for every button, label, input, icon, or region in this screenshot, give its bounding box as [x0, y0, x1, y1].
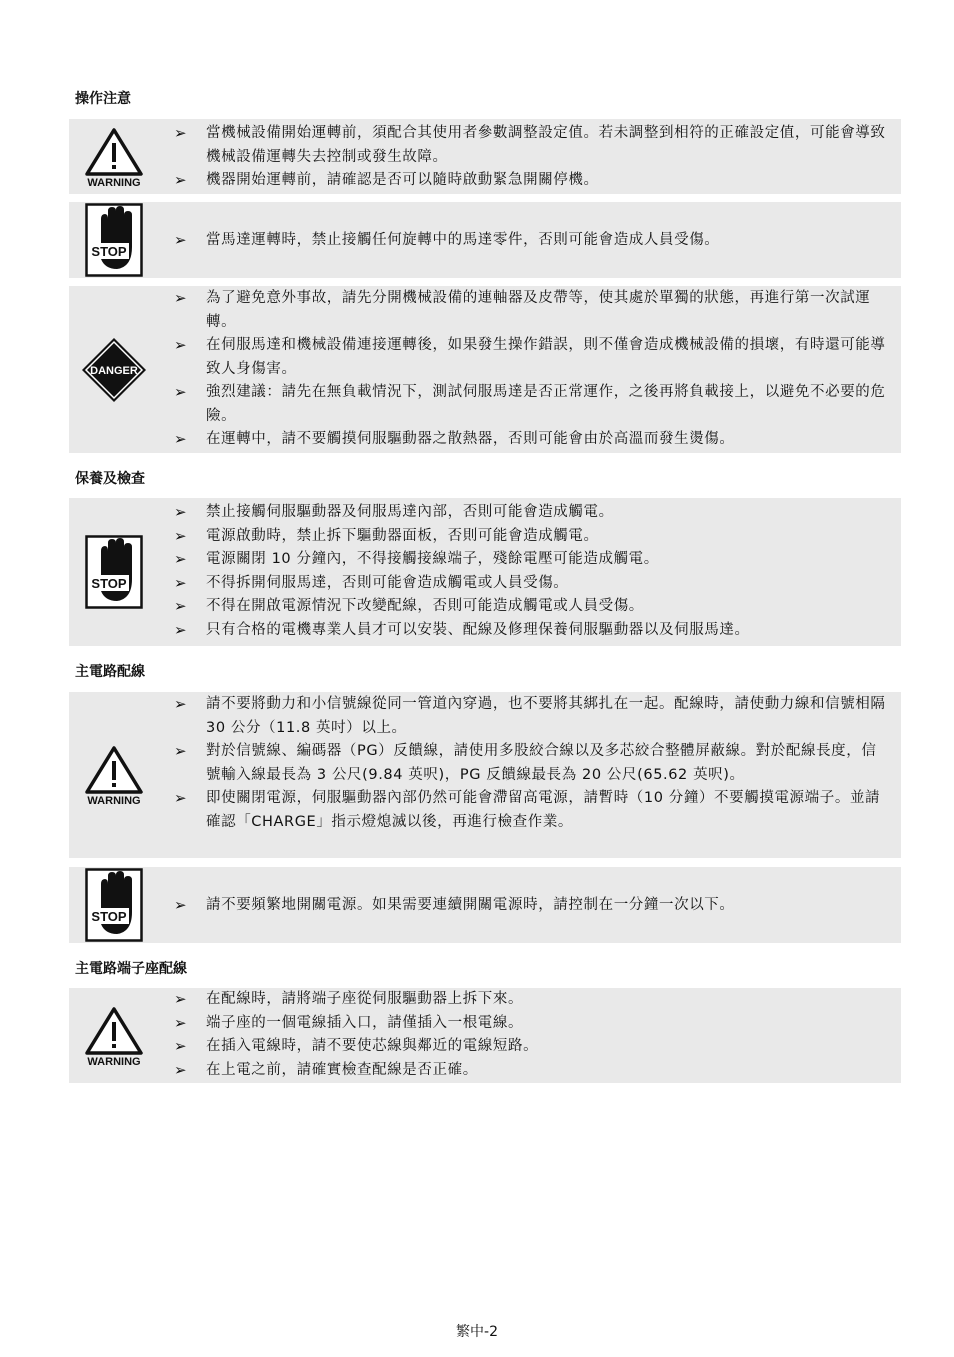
bullet-arrow-icon: ➢	[174, 896, 188, 914]
bullet-arrow-icon: ➢	[174, 336, 188, 354]
list-item: ➢ 只有合格的電機專業人員才可以安裝、配線及修理保養伺服驅動器以及伺服馬達。	[174, 619, 887, 643]
warning-icon-label: WARNING	[87, 176, 141, 188]
bullet-arrow-icon: ➢	[174, 289, 188, 307]
stop-icon-label: STOP	[91, 576, 127, 591]
bullet-arrow-icon: ➢	[174, 1013, 188, 1032]
stop-box	[69, 202, 901, 278]
list-item: ➢ 對於信號線、編碼器（PG）反饋線，請使用多股絞合線以及多芯絞合整體屏蔽線。對於配線長度，信號輸入線最長為 3 公尺(9.84 英呎)，PG 反饋線最長為 20 公尺(65.62 英呎)。	[174, 742, 877, 783]
list-item: ➢ 電源關閉 10 分鐘內，不得接觸接線端子，殘餘電壓可能造成觸電。	[174, 548, 887, 572]
list-item: ➢ 在配線時，請將端子座從伺服驅動器上拆下來。	[174, 988, 887, 1012]
danger-box	[69, 286, 901, 453]
bullet-arrow-icon: ➢	[174, 171, 188, 189]
bullet-arrow-icon: ➢	[174, 695, 188, 713]
warning-icon-label: WARNING	[87, 795, 141, 806]
bullet-arrow-icon: ➢	[174, 231, 188, 249]
list-item: ➢ 為了避免意外事故，請先分開機械設備的連軸器及皮帶等，使其處於單獨的狀態，再進行第一次試運轉。	[174, 289, 871, 330]
list-item: ➢ 強烈建議：請先在無負載情況下，測試伺服馬達是否正常運作，之後再將負載接上，以避免不必要的危險。	[174, 383, 886, 424]
bullet-arrow-icon: ➢	[174, 990, 188, 1008]
danger-icon	[80, 286, 148, 453]
list-item: ➢ 電源啟動時，禁止拆下驅動器面板，否則可能會造成觸電。	[174, 525, 887, 549]
list-item: ➢ 端子座的一個電線插入口，請僅插入一根電線。	[174, 1012, 887, 1036]
stop-hand-icon	[80, 867, 148, 943]
bullet-arrow-icon: ➢	[174, 503, 188, 521]
bullet-arrow-icon: ➢	[174, 1037, 188, 1055]
bullet-arrow-icon: ➢	[174, 550, 188, 568]
bullet-arrow-icon: ➢	[174, 430, 188, 448]
bullet-arrow-icon: ➢	[174, 789, 188, 807]
list-item: ➢ 不得拆開伺服馬達，否則可能會造成觸電或人員受傷。	[174, 572, 887, 596]
section-heading: 主電路端子座配線	[75, 961, 187, 977]
warning-icon	[80, 988, 148, 1083]
stop-box	[69, 498, 901, 646]
list-item: ➢ 請不要頻繁地開關電源。如果需要連續開關電源時，請控制在一分鐘一次以下。	[174, 894, 887, 918]
stop-box	[69, 867, 901, 943]
list-item: ➢ 不得在開啟電源情況下改變配線，否則可能造成觸電或人員受傷。	[174, 595, 887, 619]
warning-box	[69, 692, 901, 858]
bullet-arrow-icon: ➢	[174, 597, 188, 615]
section-heading: 操作注意	[75, 91, 131, 107]
list-item: ➢ 在伺服馬達和機械設備連接運轉後，如果發生操作錯誤，則不僅會造成機械設備的損壞，有時還可能導致人身傷害。	[174, 336, 886, 377]
bullet-arrow-icon: ➢	[174, 742, 188, 760]
section-heading: 主電路配線	[75, 664, 145, 680]
warning-box	[69, 119, 901, 194]
bullet-arrow-icon: ➢	[174, 1060, 188, 1079]
stop-hand-icon	[80, 202, 148, 278]
list-item: ➢ 當馬達運轉時，禁止接觸任何旋轉中的馬達零件，否則可能會造成人員受傷。	[174, 229, 887, 253]
list-item: ➢ 禁止接觸伺服驅動器及伺服馬達內部，否則可能會造成觸電。	[174, 501, 887, 525]
list-item: ➢ 請不要將動力和小信號線從同一管道內穿過，也不要將其綁扎在一起。配線時，請使動力線和信號相隔 30 公分（11.8 英吋）以上。	[174, 695, 886, 736]
warning-icon	[80, 692, 148, 858]
section-heading: 保養及檢查	[75, 471, 145, 487]
list-item: ➢ 在運轉中，請不要觸摸伺服驅動器之散熱器，否則可能會由於高溫而發生燙傷。	[174, 428, 887, 452]
bullet-arrow-icon: ➢	[174, 526, 188, 545]
list-item: ➢ 即使關閉電源，伺服驅動器內部仍然可能會滯留高電源，請暫時（10 分鐘）不要觸摸電源端子。並請確認「CHARGE」指示燈熄滅以後，再進行檢查作業。	[174, 789, 881, 830]
danger-icon-label: DANGER	[90, 364, 138, 377]
list-item: ➢ 機器開始運轉前，請確認是否可以隨時啟動緊急開關停機。	[174, 169, 887, 193]
bullet-arrow-icon: ➢	[174, 573, 188, 592]
page-number: 繁中-2	[456, 1324, 498, 1340]
list-item: ➢ 在上電之前，請確實檢查配線是否正確。	[174, 1059, 887, 1083]
warning-icon	[80, 119, 148, 194]
warning-box	[69, 988, 901, 1083]
stop-icon-label: STOP	[91, 244, 127, 259]
stop-icon-label: STOP	[91, 909, 127, 924]
bullet-arrow-icon: ➢	[174, 383, 188, 401]
list-item: ➢ 當機械設備開始運轉前，須配合其使用者參數調整設定值。若未調整到相符的正確設定值，可能會導致機械設備運轉失去控制或發生故障。	[174, 124, 886, 165]
list-item: ➢ 在插入電線時，請不要使芯線與鄰近的電線短路。	[174, 1035, 887, 1059]
stop-hand-icon	[80, 498, 148, 646]
warning-icon-label: WARNING	[87, 1055, 141, 1067]
bullet-arrow-icon: ➢	[174, 124, 188, 142]
bullet-arrow-icon: ➢	[174, 620, 188, 639]
